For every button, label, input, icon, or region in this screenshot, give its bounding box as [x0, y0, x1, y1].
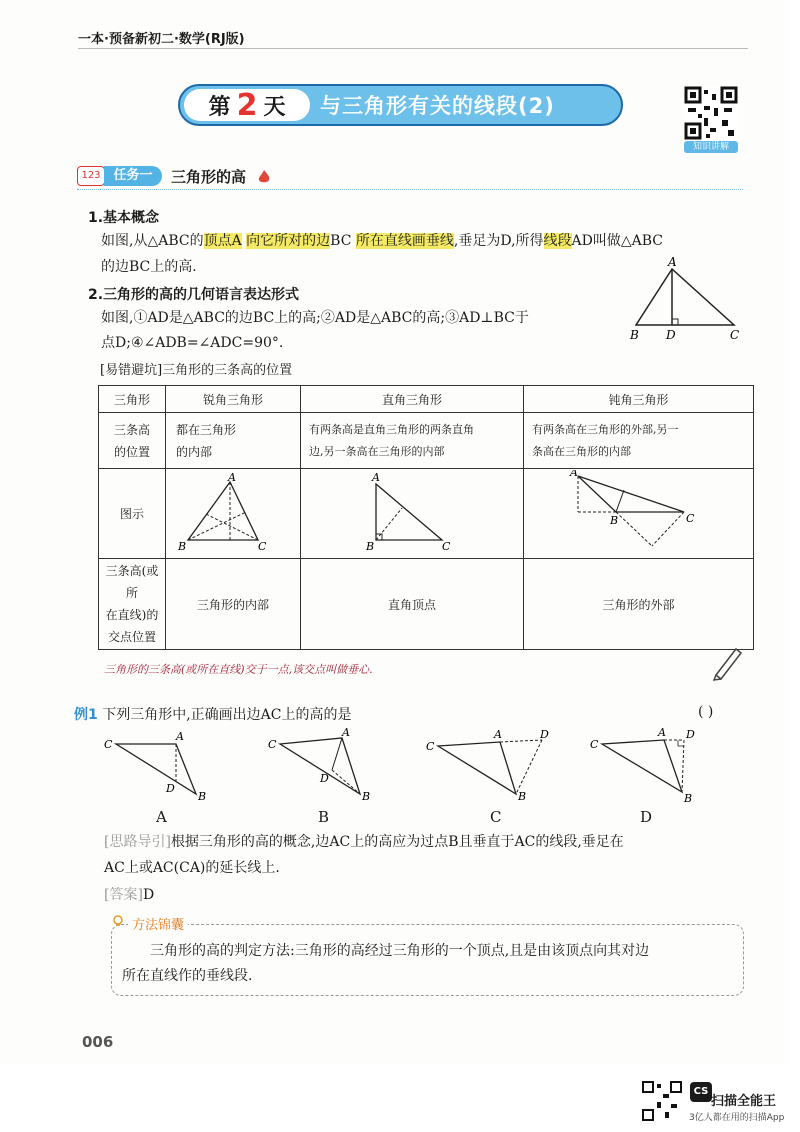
label-b: B [178, 540, 187, 552]
label-a: A [342, 728, 350, 739]
label-a: A [658, 728, 666, 739]
table-header-cell: 钝角三角形 [524, 386, 754, 413]
section2-line1: 如图,①AD是△ABC的边BC上的高;②AD是△ABC的高;③AD⊥BC于 [101, 310, 529, 326]
altitude-position-table [98, 385, 754, 650]
label-a: A [372, 472, 380, 484]
table-cell [524, 469, 754, 559]
table-header-row [99, 386, 754, 413]
right-triangle-figure [352, 472, 472, 552]
task-tag: 任务一 [104, 166, 162, 186]
day-prefix: 第 [208, 94, 231, 120]
option-c-label: C [490, 808, 502, 826]
cell-text: 的位置 [113, 444, 150, 459]
table-cell [166, 469, 301, 559]
table-cell: 三角形的外部 [524, 559, 754, 650]
footer-slogan: 3亿人都在用的扫描App [689, 1113, 785, 1123]
label-b: B [366, 540, 375, 552]
cell-text: 条高在三角形的内部 [532, 444, 631, 458]
section2-heading: 2.三角形的高的几何语言表达形式 [88, 287, 300, 303]
label-c: C [268, 738, 277, 751]
text-run: AD叫做△ABC [571, 233, 664, 249]
label-d: D [686, 728, 695, 741]
label-a: A [494, 728, 502, 741]
method-line1: 三角形的高的判定方法:三角形的高经过三角形的一个顶点,且是由该顶点向其对边 [150, 943, 650, 959]
label-c: C [426, 740, 435, 753]
label-c: C [104, 738, 113, 751]
label-d: D [540, 728, 549, 741]
table-cell [301, 469, 524, 559]
answer-label: [答案] [104, 887, 143, 903]
option-a-label: A [156, 808, 167, 826]
section1-heading: 1.基本概念 [88, 210, 160, 226]
cell-text: 三条高 [113, 422, 150, 437]
section2-line2: 点D;④∠ADB=∠ADC=90°. [101, 335, 284, 351]
footer-app-name: 扫描全能王 [711, 1094, 777, 1109]
table-row [99, 469, 754, 559]
day-badge [184, 89, 310, 121]
table-cell: 直角顶点 [301, 559, 524, 650]
highlight-segment: 线段 [543, 233, 572, 249]
option-b-label: B [318, 808, 330, 826]
cell-text: 交点位置 [107, 630, 156, 644]
label-c: C [258, 540, 267, 552]
task-title: 三角形的高 [171, 168, 247, 186]
label-c: C [685, 512, 694, 525]
table-cell [99, 413, 166, 469]
cell-text: 边,另一条高在三角形的内部 [309, 444, 445, 458]
table-header-cell: 直角三角形 [301, 386, 524, 413]
hint-text: 根据三角形的高的概念,边AC上的高应为过点B且垂直于AC的线段,垂足在 [170, 834, 624, 850]
option-a-figure [104, 728, 214, 804]
label-c: C [442, 540, 451, 552]
highlight-vertex: 顶点A [203, 233, 242, 249]
label-b: B [684, 792, 693, 804]
pencil-icon [708, 641, 744, 681]
camscanner-logo: CS [690, 1082, 712, 1102]
label-c: C [590, 738, 599, 751]
hint-label: [思路导引] [104, 834, 171, 850]
label-a: A [668, 255, 677, 269]
lightbulb-icon [111, 914, 125, 928]
cell-text: 有两条高是直角三角形的两条直角 [309, 422, 474, 436]
task-number-badge: 123 [77, 166, 105, 186]
cell-text: 有两条高在三角形的外部,另一 [532, 422, 679, 436]
triangle-abc-figure [626, 255, 746, 345]
label-d: D [320, 772, 329, 785]
answer-bracket: ( ) [698, 704, 714, 720]
flame-icon [258, 170, 270, 184]
label-d: D [166, 782, 175, 795]
text-run: BC [330, 233, 356, 249]
example-label: 例1 [74, 707, 98, 723]
answer-value: D [142, 887, 155, 903]
table-row [99, 559, 754, 650]
text-run: ,垂足为D,所得 [453, 233, 544, 249]
cell-text: 在直线)的 [105, 608, 159, 622]
table-cell [99, 559, 166, 650]
method-title: 方法锦囊 [128, 914, 188, 933]
section-divider [77, 189, 743, 190]
option-d-label: D [640, 808, 653, 826]
label-b: B [362, 790, 371, 803]
label-a: A [176, 730, 184, 743]
hint-line2: AC上或AC(CA)的延长线上. [104, 860, 280, 876]
example-text: 下列三角形中,正确画出边AC上的高的是 [102, 707, 352, 723]
label-b: B [609, 514, 618, 527]
option-c-figure [424, 728, 564, 804]
pitfall-label: [易错避坑] [100, 363, 163, 378]
cell-text: 都在三角形 [176, 422, 237, 437]
table-header-cell: 三角形 [99, 386, 166, 413]
section1-line1 [101, 229, 663, 253]
table-cell [166, 413, 301, 469]
day-number: 2 [236, 87, 258, 123]
qr-label: 知识讲解 [684, 141, 738, 153]
label-b: B [198, 790, 207, 803]
handwritten-note: 三角形的三条高(或所在直线)交于一点,该交点叫做垂心. [104, 663, 373, 676]
highlight-opposite-side: 向它所对的边 [246, 233, 331, 249]
cell-text: 三条高(或所 [105, 564, 159, 600]
example-question [74, 704, 351, 724]
table-cell [524, 413, 754, 469]
book-header: 一本·预备新初二·数学(RJ版) [78, 32, 245, 47]
footer-qr-icon [641, 1080, 683, 1122]
hint-line1 [104, 830, 624, 854]
label-a: A [569, 470, 578, 479]
pitfall-text: 三角形的三条高的位置 [162, 363, 293, 378]
label-c: C [730, 328, 740, 342]
acute-triangle-figure [178, 472, 288, 552]
table-cell: 三角形的内部 [166, 559, 301, 650]
table-row [99, 413, 754, 469]
pitfall-heading [100, 359, 292, 378]
table-cell [301, 413, 524, 469]
label-d: D [666, 328, 676, 342]
obtuse-triangle-figure [564, 470, 714, 554]
section1-line2: 的边BC上的高. [101, 259, 197, 275]
option-d-figure [588, 728, 708, 804]
highlight-perpendicular: 所在直线画垂线 [355, 233, 454, 249]
banner-title: 与三角形有关的线段(2) [320, 94, 555, 118]
qr-code-icon[interactable] [684, 86, 738, 140]
option-b-figure [268, 728, 378, 804]
method-line2: 所在直线作的垂线段. [122, 968, 253, 984]
cell-text: 的内部 [176, 444, 213, 459]
label-b: B [630, 328, 639, 342]
text-run: 如图,从△ABC的 [101, 233, 204, 249]
table-header-cell: 锐角三角形 [166, 386, 301, 413]
header-divider [78, 48, 748, 49]
table-cell: 图示 [99, 469, 166, 559]
label-b: B [518, 790, 527, 803]
day-suffix: 天 [263, 94, 286, 120]
answer-line [104, 883, 154, 907]
label-a: A [228, 472, 236, 484]
page-number: 006 [82, 1033, 114, 1051]
